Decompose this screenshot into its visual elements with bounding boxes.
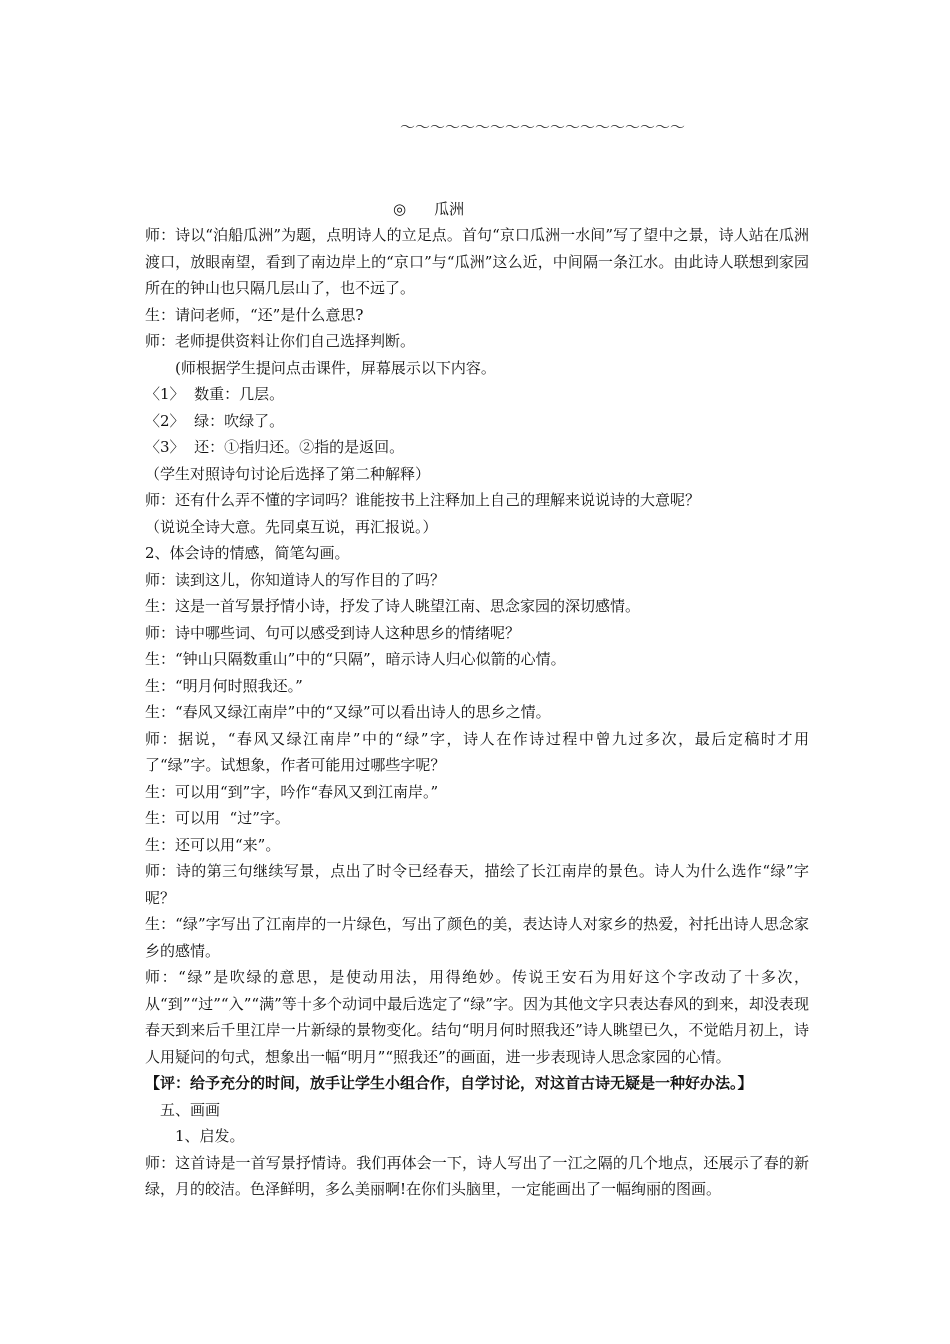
paragraph: 生：还可以用“来”。 (145, 835, 281, 854)
paragraph: 2、体会诗的情感，简笔勾画。 (145, 544, 350, 562)
subsection-heading: 1、启发。 (175, 1127, 245, 1145)
title-text: 瓜洲 (434, 200, 465, 218)
paragraph: 生：可以用“到”字，吟作“春风又到江南岸。” (145, 782, 439, 801)
paragraph: 师：据说，“春风又绿江南岸”中的“绿”字，诗人在作诗过程中曾九过多次，最后定稿时才用了“绿”字。试想象，作者可能用过哪些字呢？ (145, 729, 809, 774)
paragraph: 生：这是一首写景抒情小诗，抒发了诗人眺望江南、思念家园的深切感情。 (145, 597, 641, 615)
decorative-tilde-line: ～～～～～～～～～～～～～～～～～～～ (400, 118, 686, 136)
paragraph: （说说全诗大意。先同桌互说，再汇报说。） (145, 517, 438, 536)
paragraph: 师：还有什么弄不懂的字词吗？谁能按书上注释加上自己的理解来说说诗的大意呢？ (145, 491, 701, 509)
paragraph: 师：这首诗是一首写景抒情诗。我们再体会一下，诗人写出了一江之隔的几个地点，还展示了春的新绿，月的皎洁。色泽鲜明，多么美丽啊!在你们头脑里，一定能画出了一幅绚丽的图画。 (145, 1153, 809, 1198)
paragraph: 生：可以用 “过”字。 (145, 809, 290, 827)
section-title (393, 198, 464, 219)
paragraph: 生：“钟山只隔数重山”中的“只隔”，暗示诗人归心似箭的心情。 (145, 650, 566, 668)
paragraph: 生：“明月何时照我还。” (145, 676, 303, 695)
document-body (145, 222, 809, 1203)
paragraph: (师根据学生提问点击课件，屏幕展示以下内容。 (175, 358, 496, 377)
paragraph: 师：读到这儿，你知道诗人的写作目的了吗？ (145, 570, 446, 589)
bullseye-symbol: ◎ (393, 200, 407, 218)
paragraph: 生：请问老师，“还”是什么意思? (145, 305, 364, 324)
paragraph: 师：诗的第三句继续写景，点出了时令已经春天，描绘了长江南岸的景色。诗人为什么选作“绿”字呢？ (145, 862, 809, 907)
review-comment: 【评：给予充分的时间，放手让学生小组合作，自学讨论，对这首古诗无疑是一种好办法。】 (145, 1074, 753, 1092)
paragraph: 师：老师提供资料让你们自己选择判断。 (145, 332, 416, 350)
paragraph: 生：“春风又绿江南岸”中的“又绿”可以看出诗人的思乡之情。 (145, 703, 551, 721)
section-heading: 五、画画 (160, 1100, 221, 1119)
paragraph: （学生对照诗句讨论后选择了第二种解释） (145, 464, 431, 483)
paragraph: 师：“绿”是吹绿的意思，是使动用法，用得绝妙。传说王安石为用好这个字改动了十多次，从“到”“过”“入”“满”等十多个动词中最后选定了“绿”字。因为其他文字只表达春风的到来，却没表现春天到来后千里江岸一片新绿的景物变化。结句“明月何时照我还”诗人眺望已久，不觉皓月初上，诗人用疑问的句式，想象出一幅“明月”“照我还”的画面，进一步表现诗人思念家园的心情。 (145, 968, 809, 1066)
list-item: 〈1〉 数重：几层。 (145, 385, 285, 403)
list-item: 〈3〉 还：①指归还。②指的是返回。 (145, 438, 405, 456)
paragraph: 师：诗中哪些词、句可以感受到诗人这种思乡的情绪呢？ (145, 623, 521, 642)
list-item: 〈2〉 绿：吹绿了。 (145, 411, 285, 430)
paragraph: 生：“绿”字写出了江南岸的一片绿色，写出了颜色的美，表达诗人对家乡的热爱，衬托出诗人思念家乡的感情。 (145, 915, 809, 960)
paragraph: 师：诗以“泊船瓜洲”为题，点明诗人的立足点。首句“京口瓜洲一水间”写了望中之景，诗人站在瓜洲渡口，放眼南望，看到了南边岸上的“京口”与“瓜洲”这么近，中间隔一条江水。由此诗人联想到家园所在的钟山也只隔几层山了，也不远了。 (145, 226, 809, 297)
